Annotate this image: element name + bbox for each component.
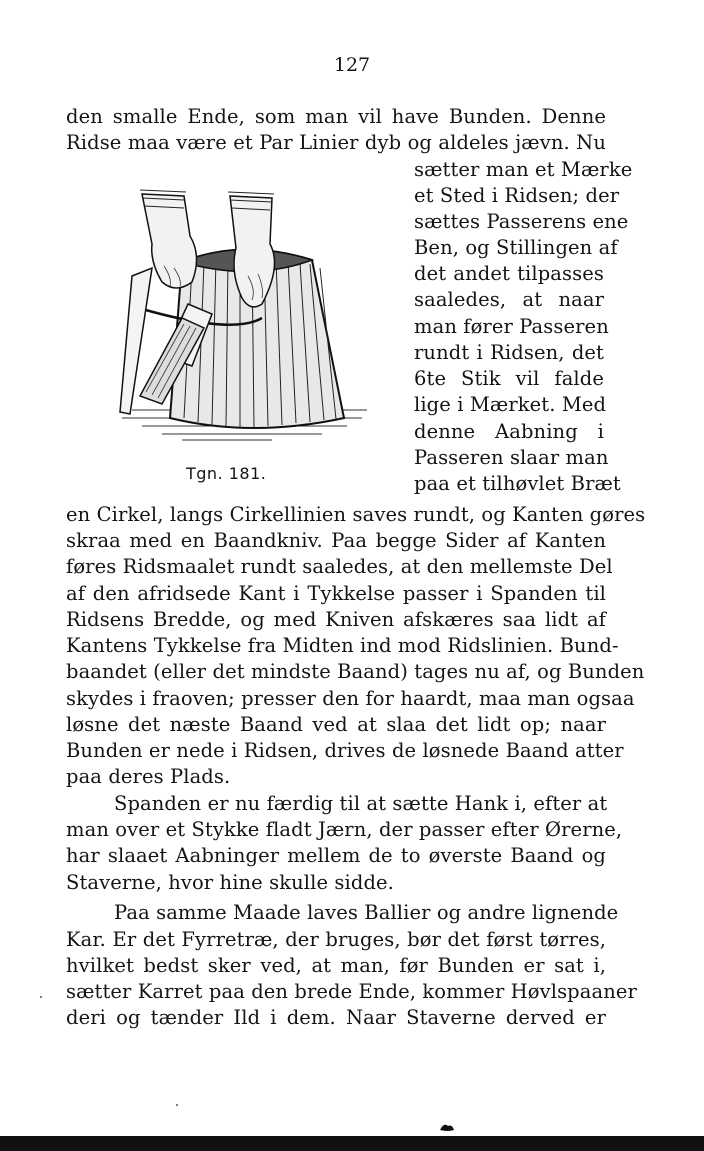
text-line: Ridse maa være et Par Linier dyb og aldeles jævn. Nu xyxy=(66,131,606,154)
text-line: Spanden er nu færdig til at sætte Hank i, efter at xyxy=(114,792,608,815)
text-line: Staverne, hvor hine skulle sidde. xyxy=(66,871,394,894)
text-line: det andet tilpasses xyxy=(414,262,604,285)
text-line: skydes i fraoven; presser den for haardt, maa man ogsaa xyxy=(66,687,635,710)
scan-speck xyxy=(40,996,42,998)
text-line: deri og tænder Ild i dem. Naar Staverne derved er xyxy=(66,1006,606,1029)
bucket-illustration xyxy=(112,186,374,456)
text-line: Kantens Tykkelse fra Midten ind mod Ridslinien. Bund- xyxy=(66,634,619,657)
text-line: saaledes, at naar xyxy=(414,288,604,311)
text-line: paa deres Plads. xyxy=(66,765,231,788)
text-line: paa et tilhøvlet Bræt xyxy=(414,472,621,495)
text-line: Bunden er nede i Ridsen, drives de løsnede Baand atter xyxy=(66,739,624,762)
ink-blot-mark xyxy=(438,1120,456,1134)
text-line: denne Aabning i xyxy=(414,420,604,443)
text-line: skraa med en Baandkniv. Paa begge Sider af Kanten xyxy=(66,529,606,552)
text-line: rundt i Ridsen, det xyxy=(414,341,604,364)
text-line: Ridsens Bredde, og med Kniven afskæres saa lidt af xyxy=(66,608,606,631)
text-line: den smalle Ende, som man vil have Bunden. Denne xyxy=(66,105,606,128)
text-line: har slaaet Aabninger mellem de to øverste Baand og xyxy=(66,844,606,867)
text-line: baandet (eller det mindste Baand) tages nu af, og Bunden xyxy=(66,660,645,683)
text-line: sætter man et Mærke xyxy=(414,158,633,181)
text-line: en Cirkel, langs Cirkellinien saves rundt, og Kanten gøres xyxy=(66,503,646,526)
figure-caption: Tgn. 181. xyxy=(186,464,267,483)
text-line: hvilket bedst sker ved, at man, før Bunden er sat i, xyxy=(66,954,606,977)
text-line: Ben, og Stillingen af xyxy=(414,236,618,259)
text-line: sættes Passerens ene xyxy=(414,210,629,233)
text-line: føres Ridsmaalet rundt saaledes, at den mellemste Del xyxy=(66,555,613,578)
text-line: Paa samme Maade laves Ballier og andre lignende xyxy=(114,901,619,924)
text-line: Kar. Er det Fyrretræ, der bruges, bør det først tørres, xyxy=(66,928,606,951)
text-line: et Sted i Ridsen; der xyxy=(414,184,620,207)
text-line: af den afridsede Kant i Tykkelse passer i Spanden til xyxy=(66,582,606,605)
text-line: 6te Stik vil falde xyxy=(414,367,604,390)
scan-speck xyxy=(176,1104,178,1106)
text-line: man over et Stykke fladt Jærn, der passer efter Ørerne, xyxy=(66,818,623,841)
text-line: sætter Karret paa den brede Ende, kommer Høvlspaaner xyxy=(66,980,637,1003)
text-line: Passeren slaar man xyxy=(414,446,609,469)
text-line: lige i Mærket. Med xyxy=(414,393,607,416)
text-line: man fører Passeren xyxy=(414,315,609,338)
text-line: løsne det næste Baand ved at slaa det lidt op; naar xyxy=(66,713,606,736)
scan-edge-bar xyxy=(0,1136,704,1151)
page-number: 127 xyxy=(333,54,371,76)
